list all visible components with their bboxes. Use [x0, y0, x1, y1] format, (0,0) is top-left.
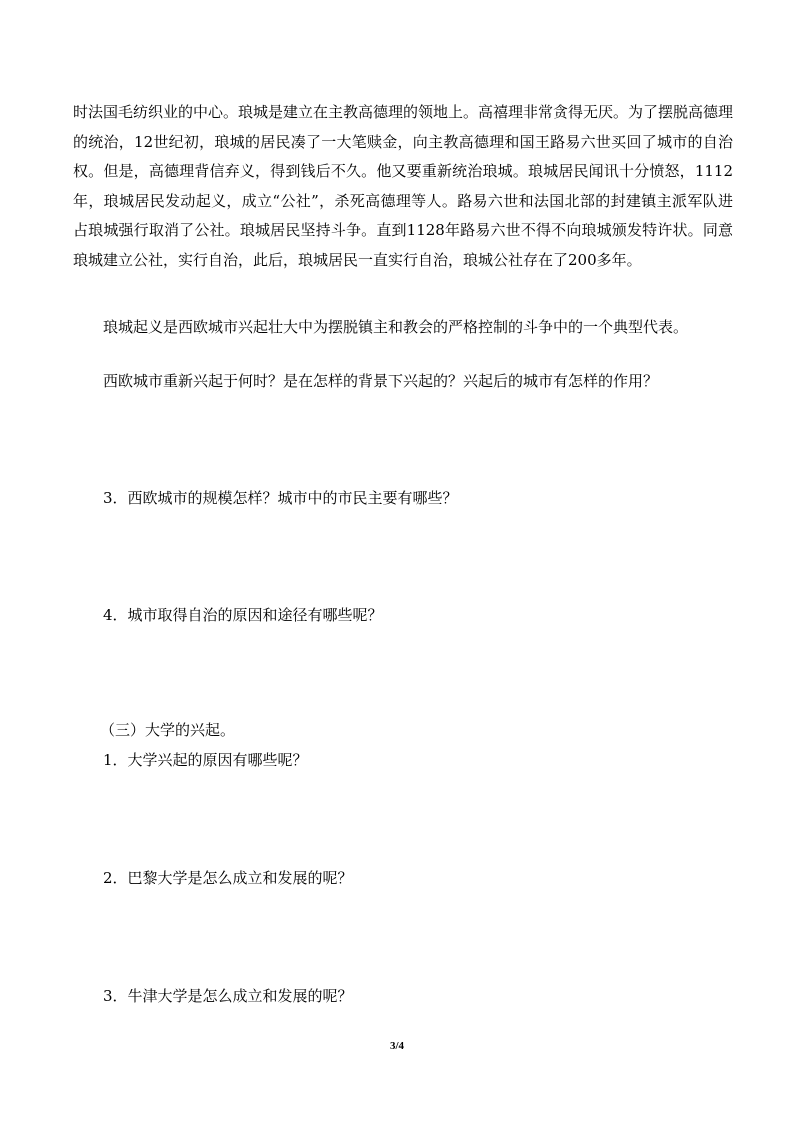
page-number: 3/4: [389, 1040, 405, 1052]
section-3-question-1: 1．大学兴起的原因有哪些呢？: [103, 751, 308, 769]
question-4-city-autonomy: 4．城市取得自治的原因和途径有哪些呢？: [103, 606, 383, 624]
section-3-question-2: 2．巴黎大学是怎么成立和发展的呢？: [103, 869, 353, 887]
summary-text: 琅城起义是西欧城市兴起壮大中为摆脱镇主和教会的严格控制的斗争中的一个典型代表。: [103, 318, 689, 336]
question-city-revival: 西欧城市重新兴起于何时？是在怎样的背景下兴起的？兴起后的城市有怎样的作用？: [103, 372, 659, 390]
question-3-city-scale: 3．西欧城市的规模怎样？城市中的市民主要有哪些？: [103, 489, 458, 507]
section-3-question-3: 3．牛津大学是怎么成立和发展的呢？: [103, 987, 353, 1005]
passage-paragraph-summary: [73, 313, 733, 343]
section-3-heading: （三）大学的兴起。: [100, 721, 236, 739]
passage-paragraph-langcheng: 时法国毛纺织业的中心。琅城是建立在主教高德理的领地上。高禧理非常贪得无厌。为了摆脱高德理的统治，12世纪初，琅城的居民凑了一大笔赎金，向主教高德理和国王路易六世买回了城市的自治权。但是，高德理背信弃义，得到钱后不久。他又要重新统治琅城。琅城居民闻讯十分愤怒，1112年，琅城居民发动起义，成立“公社”，杀死高德理等人。路易六世和法国北部的封建镇主派军队进占琅城强行取消了公社。琅城居民坚持斗争。直到1128年路易六世不得不向琅城颁发特许状。同意琅城建立公社，实行自治，此后，琅城居民一直实行自治，琅城公社存在了200多年。: [73, 103, 734, 269]
